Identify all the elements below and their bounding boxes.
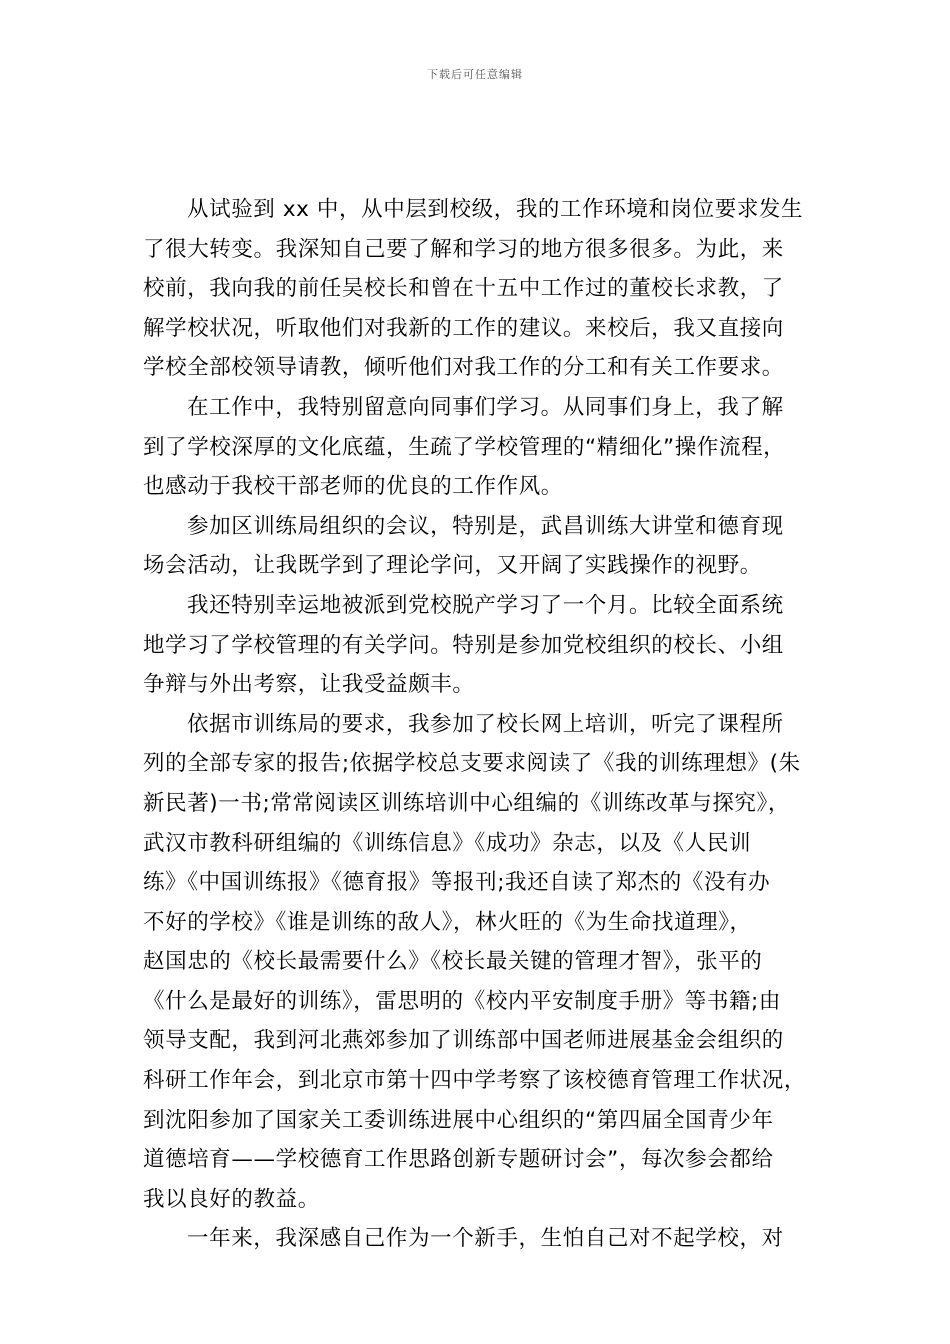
paragraph-line: 解学校状况，听取他们对我新的工作的建议。来校后，我又直接向 (143, 315, 784, 341)
paragraph-line: 练》《中国训练报》《德育报》等报刊;我还自读了郑杰的《没有办 (143, 870, 771, 896)
paragraph-line: 一年来，我深感自己作为一个新手，生怕自己对不起学校，对 (187, 1226, 784, 1252)
paragraph-line: 到沈阳参加了国家关工委训练进展中心组织的“第四届全国青少年 (143, 1107, 774, 1133)
paragraph-line: 在工作中，我特别留意向同事们学习。从同事们身上，我了解 (187, 394, 784, 420)
paragraph-line: 道德培育——学校德育工作思路创新专题研讨会”，每次参会都给 (143, 1147, 774, 1173)
paragraph-line: 科研工作年会，到北京市第十四中学考察了该校德育管理工作状况， (143, 1068, 807, 1094)
paragraph-line: 场会活动，让我既学到了理论学问，又开阔了实践操作的视野。 (143, 553, 762, 579)
paragraph-line: 领导支配，我到河北燕郊参加了训练部中国老师进展基金会组织的 (143, 1028, 784, 1054)
paragraph-line: 校前，我向我的前任吴校长和曾在十五中工作过的董校长求教，了 (143, 276, 784, 302)
paragraph-line: 武汉市教科研组编的《训练信息》《成功》杂志，以及《人民训 (143, 830, 752, 856)
paragraph-line: 新民著)一书;常常阅读区训练培训中心组编的《训练改革与探究》， (143, 790, 790, 816)
document-body (143, 190, 808, 1259)
paragraph-line: 了很大转变。我深知自己要了解和学习的地方很多很多。为此，来 (143, 236, 784, 262)
paragraph-line: 我还特别幸运地被派到党校脱产学习了一个月。比较全面系统 (187, 592, 784, 618)
paragraph-line: 依据市训练局的要求，我参加了校长网上培训，听完了课程所 (187, 711, 784, 737)
paragraph-line: 学校全部校领导请教，倾听他们对我工作的分工和有关工作要求。 (143, 355, 784, 381)
page-header: 下载后可任意编辑 (427, 68, 523, 81)
paragraph-line: 从试验到 xx 中，从中层到校级，我的工作环境和岗位要求发生 (187, 197, 804, 222)
paragraph-line: 不好的学校》《谁是训练的敌人》，林火旺的《为生命找道理》， (143, 909, 752, 935)
paragraph-line: 我以良好的教益。 (143, 1186, 320, 1212)
paragraph-line: 《什么是最好的训练》，雷思明的《校内平安制度手册》等书籍;由 (143, 988, 781, 1014)
paragraph-line: 列的全部专家的报告;依据学校总支要求阅读了《我的训练理想》(朱 (143, 751, 801, 777)
paragraph-line: 到了学校深厚的文化底蕴，生疏了学校管理的“精细化”操作流程， (143, 434, 786, 460)
paragraph-line: 也感动于我校干部老师的优良的工作作风。 (143, 474, 563, 500)
paragraph-line: 赵国忠的《校长最需要什么》《校长最关键的管理才智》，张平的 (143, 949, 763, 975)
paragraph-line: 争辩与外出考察，让我受益颇丰。 (143, 672, 475, 698)
paragraph-line: 地学习了学校管理的有关学问。特别是参加党校组织的校长、小组 (143, 632, 784, 658)
paragraph-line: 参加区训练局组织的会议，特别是，武昌训练大讲堂和德育现 (187, 513, 784, 539)
